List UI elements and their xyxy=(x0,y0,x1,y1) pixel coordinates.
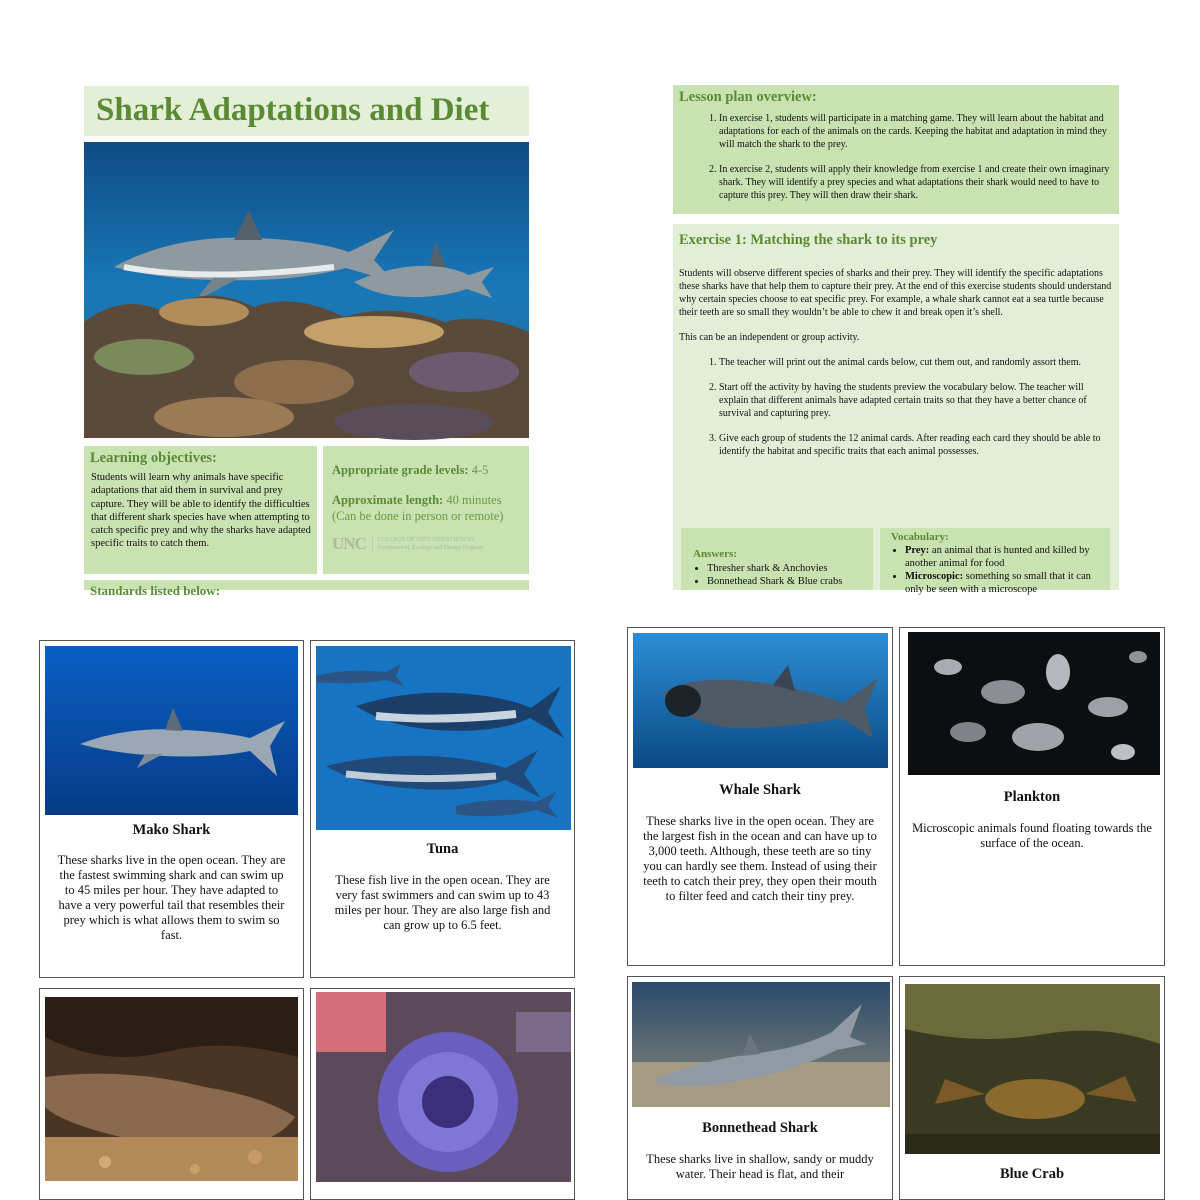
list-item: • Thresher shark & Anchovies xyxy=(707,562,861,575)
learning-objectives-panel xyxy=(84,446,317,574)
exercise1-mode: This can be an independent or group activity. xyxy=(679,332,860,343)
mako-shark-name: Mako Shark xyxy=(132,822,211,838)
exercise1-heading: Exercise 1: Matching the shark to its prey xyxy=(679,232,938,248)
list-item: • Bonnethead Shark & Blue crabs xyxy=(707,575,861,588)
whale-shark-name: Whale Shark xyxy=(719,782,801,798)
unc-logo-subtitle: COLLEGE OF ARTS AND SCIENCES Environment, Ecology and Energy Program xyxy=(372,536,483,552)
tuna-name: Tuna xyxy=(426,841,459,857)
list-item: 2. In exercise 2, students will apply their knowledge from exercise 1 and create their own imaginary shark. They will identify a prey species and what adaptations their shark would need to have to capture this prey. They will then draw their shark. xyxy=(719,163,1113,202)
sea-urchin-image xyxy=(316,992,571,1182)
learning-objectives-text: Students will learn why animals have specific adaptations that aid them in survival and prey capture. They will be able to identify the difficulties that different shark species have when attempting to catch specific prey and why the sharks have adapted specific traits to catch them. xyxy=(91,472,311,550)
exercise1-steps xyxy=(679,356,1113,458)
lesson-overview-heading: Lesson plan overview: xyxy=(679,89,817,105)
grade-length-panel xyxy=(323,446,529,574)
card-blue-crab xyxy=(899,976,1165,1200)
plankton-name: Plankton xyxy=(1003,789,1061,805)
bonnethead-shark-description: These sharks live in shallow, sandy or muddy water. Their head is flat, and their xyxy=(646,1152,874,1181)
vocabulary-heading: Vocabulary: xyxy=(891,531,949,543)
list-item: 2. Start off the activity by having the students preview the vocabulary below. The teacher will explain that different animals have adapted certain traits so that they have a better chance of survival and capturing prey. xyxy=(719,381,1113,420)
learning-objectives-heading: Learning objectives: xyxy=(90,450,217,466)
mako-shark-image xyxy=(45,646,298,815)
hero-shark-reef-image xyxy=(84,142,529,438)
tuna-image xyxy=(316,646,571,830)
grade-levels xyxy=(332,462,520,478)
whale-shark-description: These sharks live in the open ocean. They are the largest fish in the ocean and can have up to 3,000 teeth. Although, these teeth are so tiny you can hardly see them. Instead of using their teeth to catch their prey, they open their mouth to filter feed and catch their tiny prey. xyxy=(643,814,877,903)
unc-logo xyxy=(332,534,520,554)
bonnethead-shark-name: Bonnethead Shark xyxy=(702,1120,818,1136)
answers-heading: Answers: xyxy=(693,548,737,560)
answers-panel xyxy=(681,528,873,590)
card-tuna xyxy=(310,640,575,978)
blue-crab-name: Blue Crab xyxy=(999,1166,1065,1182)
card-plankton xyxy=(899,627,1165,966)
card-whale-shark xyxy=(627,627,893,966)
lesson-overview-panel xyxy=(673,85,1119,214)
plankton-image xyxy=(908,632,1160,775)
vocabulary-list xyxy=(891,544,1100,596)
card-mako-shark xyxy=(39,640,304,978)
exercise1-intro: Students will observe different species of sharks and their prey. They will identify the specific adaptations these sharks have that help them to capture their prey. At the end of this exercise students should understand why certain species choose to eat specific prey. For example, a whale shark cannot eat a sea turtle because their teeth are so small they wouldn’t be able to chew it and break open it’s shell. xyxy=(679,268,1112,318)
plankton-description: Microscopic animals found floating towards the surface of the ocean. xyxy=(912,821,1152,850)
mako-shark-description: These sharks live in the open ocean. They are the fastest swimming shark and can swim up to 45 miles per hour. They have adapted to have a very powerful tail that resembles their prey which is what allows them to swim so fast. xyxy=(57,853,286,942)
nurse-shark-image xyxy=(45,997,298,1181)
unc-logo-text: UNC xyxy=(332,534,366,553)
grade-label: Appropriate grade levels: xyxy=(332,463,469,477)
list-item: 1. In exercise 1, students will participate in a matching game. They will learn about the habitat and adaptations for each of the animals on the cards. Keeping the habitat and adaptation in mind they will match the shark to the prey. xyxy=(719,112,1113,151)
list-item: 3. Give each group of students the 12 animal cards. After reading each card they should be able to identify the habitat and specific traits that each animal possesses. xyxy=(719,432,1113,458)
card-bonnethead-shark xyxy=(627,976,893,1200)
list-item: • Microscopic: something so small that it can only be seen with a microscope xyxy=(905,570,1100,596)
page-title: Shark Adaptations and Diet xyxy=(96,92,490,128)
length-label: Approximate length: xyxy=(332,493,444,507)
blue-crab-image xyxy=(905,984,1160,1154)
lesson-overview-list xyxy=(679,112,1113,202)
tuna-description: These fish live in the open ocean. They are very fast swimmers and can swim up to 43 miles per hour. They are also large fish and can grow up to 6.5 feet. xyxy=(334,873,551,932)
page1-title-box xyxy=(84,86,529,136)
list-item: 1. The teacher will print out the animal cards below, cut them out, and randomly assort them. xyxy=(719,356,1113,369)
length-value: 40 minutes xyxy=(446,493,502,507)
card-nurse-shark xyxy=(39,988,304,1200)
card-sea-urchin xyxy=(310,988,575,1200)
approximate-length xyxy=(332,492,520,524)
grade-value: 4-5 xyxy=(471,463,489,477)
whale-shark-image xyxy=(633,633,888,768)
vocabulary-panel xyxy=(880,528,1110,595)
standards-panel xyxy=(84,580,529,598)
list-item: • Prey: an animal that is hunted and killed by another animal for food xyxy=(905,544,1100,570)
length-note: (Can be done in person or remote) xyxy=(332,509,504,523)
standards-heading: Standards listed below: xyxy=(90,583,221,598)
bonnethead-shark-image xyxy=(632,982,890,1107)
answers-list xyxy=(693,562,861,588)
